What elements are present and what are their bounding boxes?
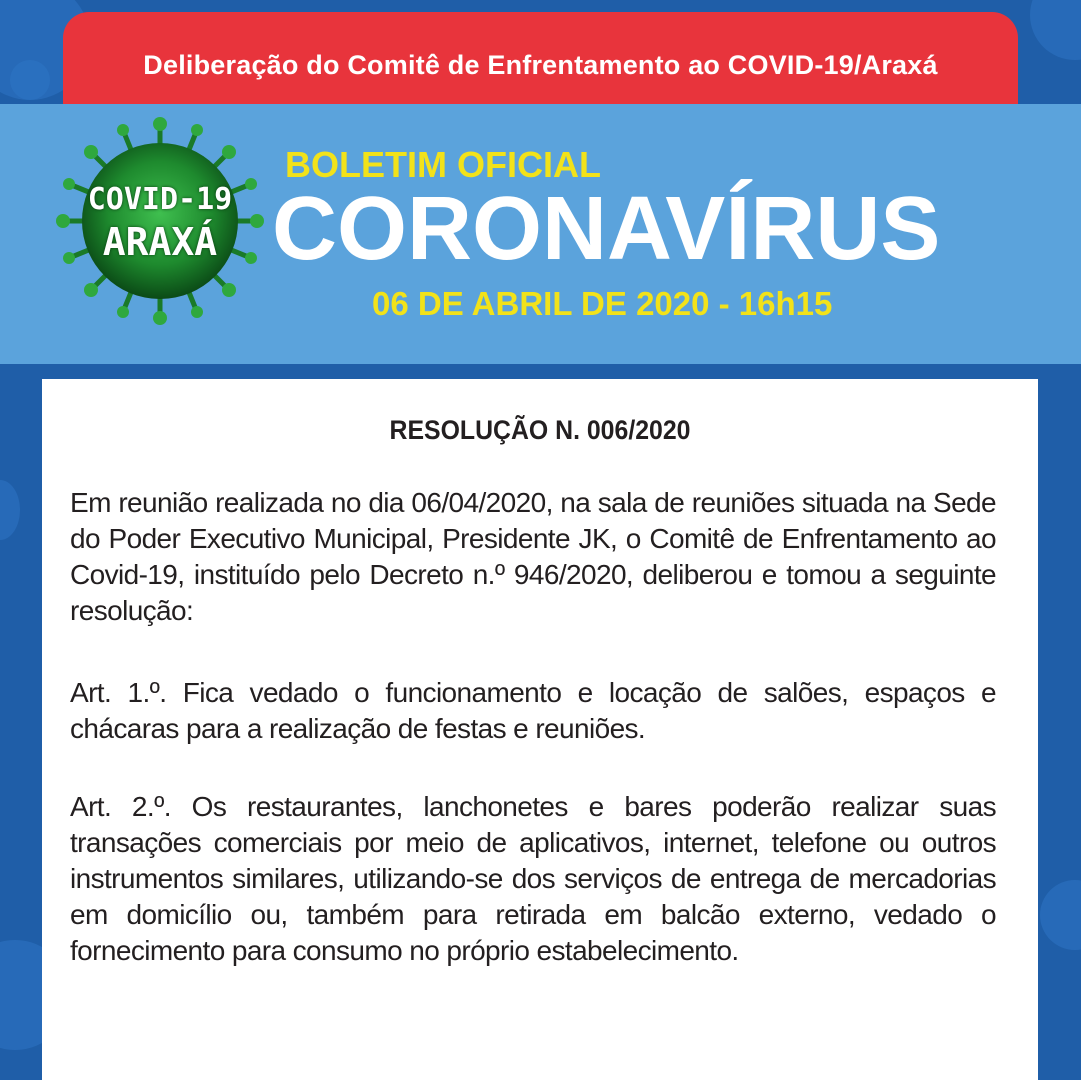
bulletin-date: 06 DE ABRIL DE 2020 - 16h15	[372, 285, 833, 322]
badge-covid-label: COVID-19	[87, 182, 233, 217]
covid-araxa-badge	[55, 116, 265, 326]
article-1: Art. 1.º. Fica vedado o funcionamento e locação de salões, espaços e chácaras para a realização de festas e reuniões.	[70, 677, 996, 744]
badge-city-label: ARAXÁ	[102, 220, 218, 264]
deliberation-title: Deliberação do Comitê de Enfrentamento ao COVID-19/Araxá	[143, 50, 938, 80]
resolution-document	[42, 379, 1038, 1080]
resolution-intro: Em reunião realizada no dia 06/04/2020, na sala de reuniões situada na Sede do Poder Executivo Municipal, Presidente JK, o Comitê de Enfrentamento ao Covid-19, instituído pelo Decreto n.º 946/2020, deliberou e tomou a seguinte resolução:	[70, 487, 996, 626]
bulletin-subtitle: BOLETIM OFICIAL	[285, 144, 601, 185]
article-2: Art. 2.º. Os restaurantes, lanchonetes e bares poderão realizar suas transações comerciais por meio de aplicativos, internet, telefone ou outros instrumentos similares, utilizando-se dos serviços de entrega de mercadorias em domicílio ou, também para retirada em balcão externo, vedado o fornecimento para consumo no próprio estabelecimento.	[70, 791, 996, 966]
bulletin-title: CORONAVÍRUS	[272, 179, 941, 279]
resolution-title: RESOLUÇÃO N. 006/2020	[389, 415, 691, 445]
deliberation-header	[63, 12, 1018, 104]
